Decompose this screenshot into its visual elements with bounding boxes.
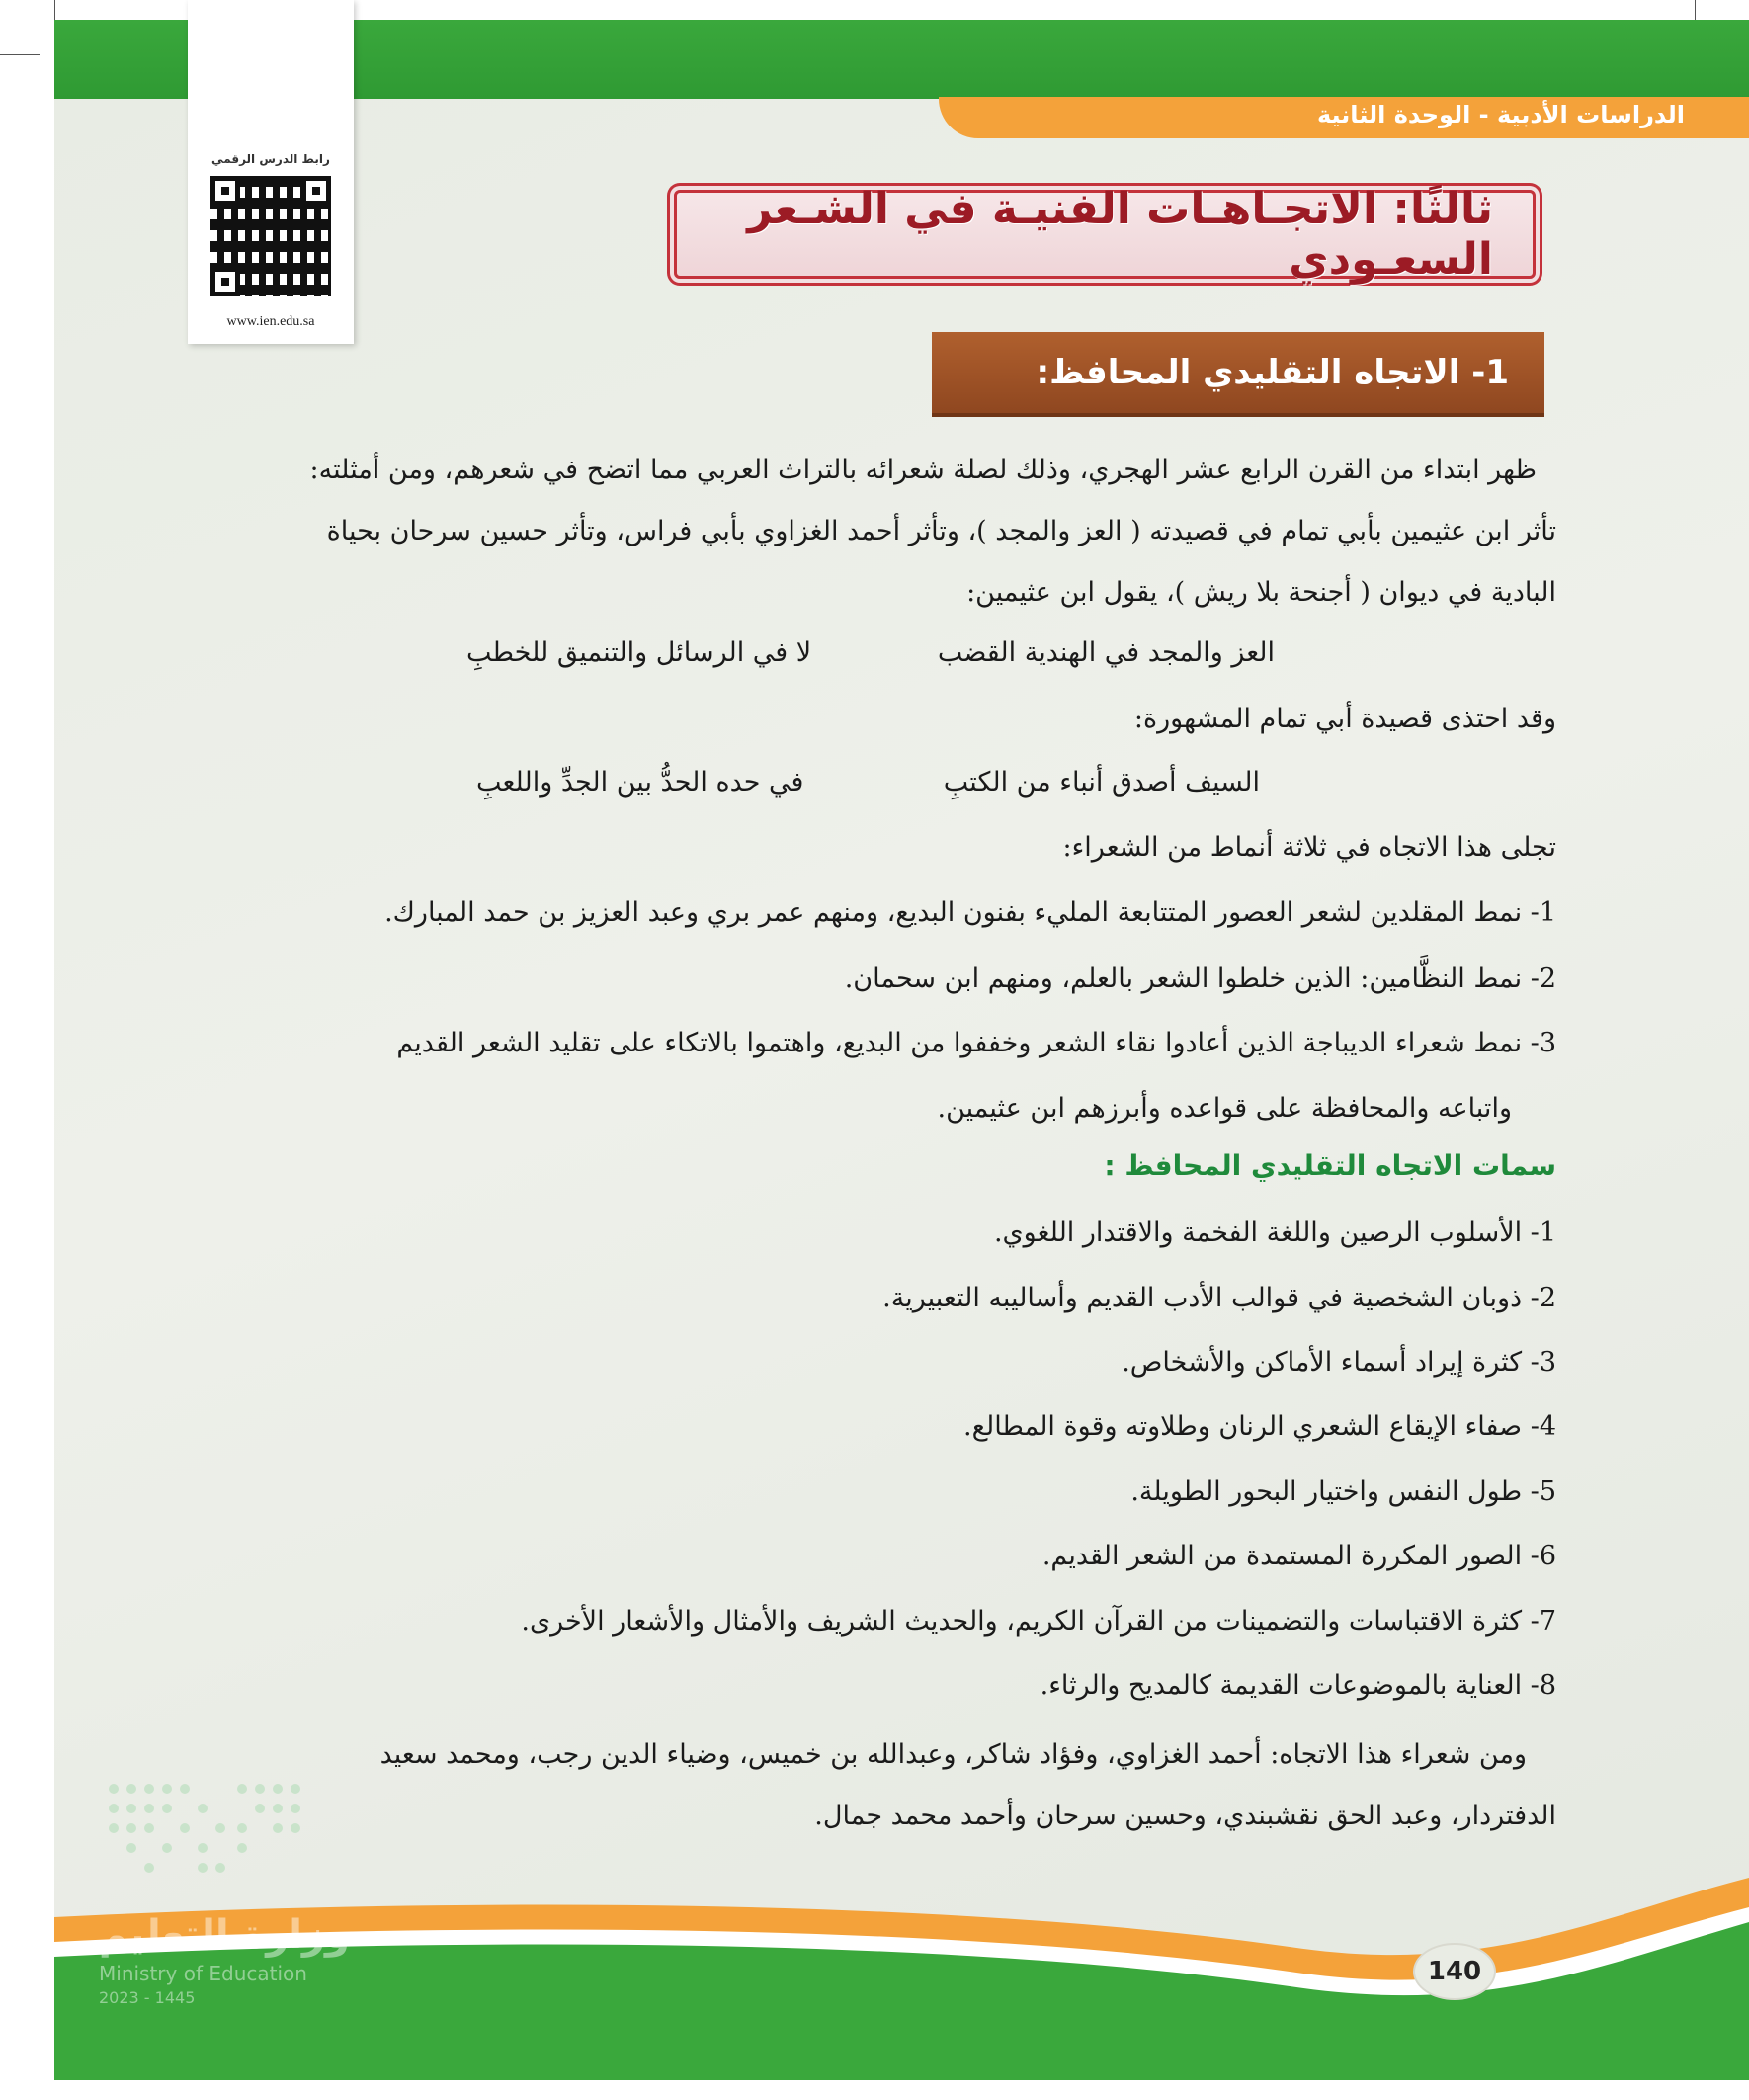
ministry-name-ar: وزارة التعليم bbox=[99, 1912, 350, 1958]
trait-item: 1- الأسلوب الرصين واللغة الفخمة والاقتدار اللغوي. bbox=[993, 1218, 1556, 1248]
verse-1-left: لا في الرسائل والتنميق للخطبِ bbox=[466, 637, 812, 668]
unit-label: الدراسات الأدبية - الوحدة الثانية bbox=[1316, 101, 1685, 128]
section-heading: 1- الاتجاه التقليدي المحافظ: bbox=[1036, 353, 1509, 392]
trait-item: 6- الصور المكررة المستمدة من الشعر القديم. bbox=[1041, 1541, 1556, 1571]
verse-1-right: العز والمجد في الهندية القضب bbox=[937, 637, 1275, 668]
page-number: 140 bbox=[1413, 1943, 1496, 2000]
pattern-item: 2- نمط النظَّامين: الذين خلطوا الشعر بالعلم، ومنهم ابن سحمان. bbox=[844, 964, 1556, 994]
qr-code-icon[interactable] bbox=[210, 176, 331, 296]
trait-item: 8- العناية بالموضوعات القديمة كالمديح والرثاء. bbox=[1040, 1670, 1556, 1701]
pattern-item: 3- نمط شعراء الديباجة الذين أعادوا نقاء الشعر وخففوا من البديع، واهتموا بالاتكاء على تقليد الشعر القديم bbox=[396, 1028, 1556, 1058]
qr-finder-icon bbox=[210, 267, 240, 296]
crop-mark bbox=[0, 54, 40, 55]
trait-item: 3- كثرة إيراد أسماء الأماكن والأشخاص. bbox=[1122, 1347, 1556, 1378]
trait-item: 4- صفاء الإيقاع الشعري الرنان وطلاوته وقوة المطالع. bbox=[963, 1411, 1556, 1442]
verse-2-right: السيف أصدق أنباء من الكتبِ bbox=[943, 767, 1260, 798]
poets-line: الدفتردار، وعبد الحق نقشبندي، وحسين سرحان وأحمد محمد جمال. bbox=[814, 1801, 1556, 1831]
qr-label: رابط الدرس الرقمي bbox=[211, 152, 330, 166]
intro-line: تأثر ابن عثيمين بأبي تمام في قصيدته ( العز والمجد )، وتأثر أحمد الغزاوي بأبي فراس، وتأثر حسين سرحان بحياة bbox=[326, 516, 1556, 546]
patterns-intro: تجلى هذا الاتجاه في ثلاثة أنماط من الشعراء: bbox=[1062, 832, 1556, 863]
qr-card[interactable] bbox=[188, 0, 354, 344]
unit-banner bbox=[939, 97, 1749, 138]
lesson-title-box bbox=[674, 184, 1536, 285]
qr-finder-icon bbox=[210, 176, 240, 206]
traits-heading: سمات الاتجاه التقليدي المحافظ : bbox=[1104, 1149, 1556, 1182]
qr-finder-icon bbox=[301, 176, 331, 206]
ministry-name-en: Ministry of Education bbox=[99, 1962, 307, 1985]
verse-2-left: في حده الحدُّ بين الجدِّ واللعبِ bbox=[476, 767, 804, 798]
verse-intro: وقد احتذى قصيدة أبي تمام المشهورة: bbox=[1133, 704, 1556, 734]
intro-line: البادية في ديوان ( أجنحة بلا ريش )، يقول ابن عثيمين: bbox=[966, 577, 1556, 608]
pattern-item: 1- نمط المقلدين لشعر العصور المتتابعة المليء بفنون البديع، ومنهم عمر بري وعبد العزيز بن حمد المبارك. bbox=[384, 897, 1556, 928]
trait-item: 5- طول النفس واختيار البحور الطويلة. bbox=[1130, 1476, 1556, 1507]
pattern-item-continued: واتباعه والمحافظة على قواعده وأبرزهم ابن عثيمين. bbox=[937, 1093, 1512, 1124]
section-heading-box bbox=[932, 332, 1544, 417]
intro-line: ظهر ابتداء من القرن الرابع عشر الهجري، وذلك لصلة شعرائه بالتراث العربي مما اتضح في شعرهم، ومن أمثلته: bbox=[309, 455, 1537, 485]
lesson-title: ثالثًا: الاتجـاهـات الفنيـة في الشـعر السعـودي bbox=[747, 184, 1493, 285]
trait-item: 7- كثرة الاقتباسات والتضمينات من القرآن الكريم، والحديث الشريف والأمثال والأشعار الأخرى. bbox=[521, 1606, 1556, 1637]
qr-url[interactable]: www.ien.edu.sa bbox=[226, 314, 315, 329]
trait-item: 2- ذوبان الشخصية في قوالب الأدب القديم وأساليبه التعبيرية. bbox=[882, 1283, 1556, 1313]
ministry-year: 2023 - 1445 bbox=[99, 1988, 196, 2007]
poets-line: ومن شعراء هذا الاتجاه: أحمد الغزاوي، وفؤاد شاكر، وعبدالله بن خميس، وضياء الدين رجب، ومحمد سعيد bbox=[379, 1739, 1527, 1770]
